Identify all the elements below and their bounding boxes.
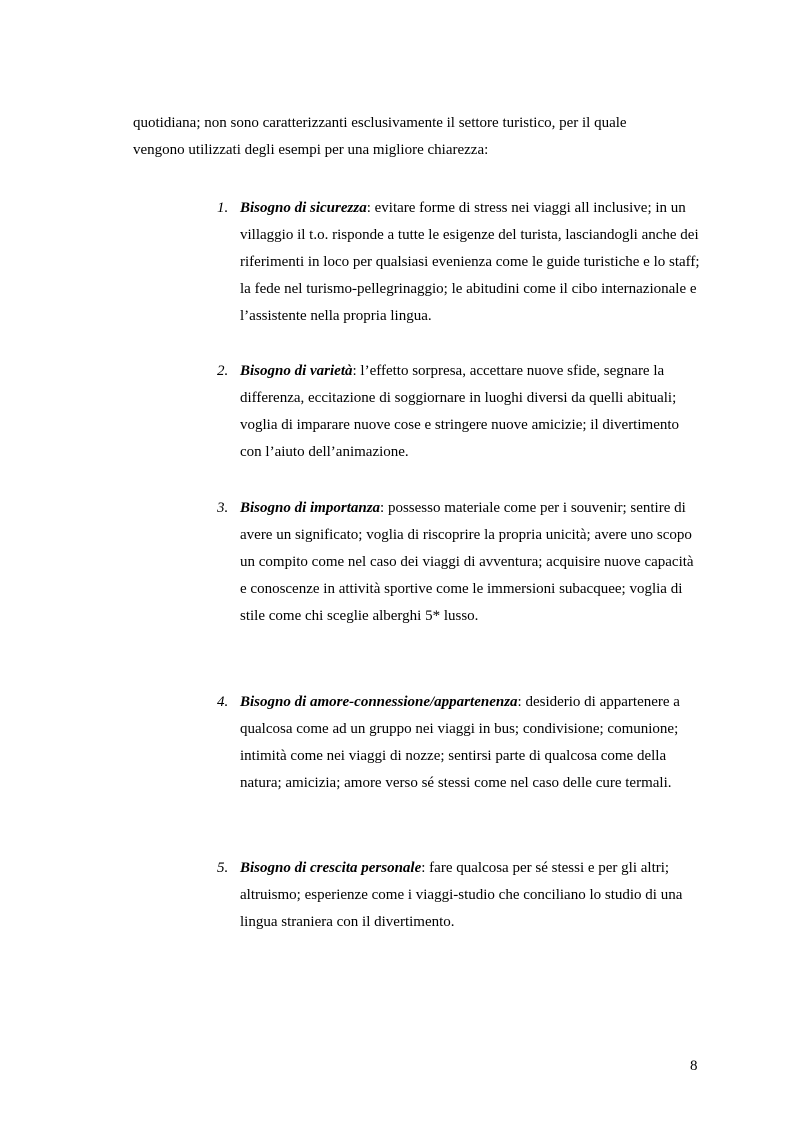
list-item-text: : evitare forme di stress nei viaggi all inclusive; in un villaggio il t.o. risponde a tutte le esigenze del turista, lasciandogli anche dei riferimenti in loco per qualsiasi evenienza come le guide turistiche e lo staff; la fede nel turismo-pellegrinaggio; le abitudini come il cibo internazionale e l’assistente nella propria lingua.	[240, 200, 700, 324]
intro-paragraph: quotidiana; non sono caratterizzanti esclusivamente il settore turistico, per il quale vengono utilizzati degli esempi per una migliore chiarezza:	[133, 115, 627, 158]
list-item-number: 3.	[217, 500, 229, 516]
list-item-text: : fare qualcosa per sé stessi e per gli altri; altruismo; esperienze come i viaggi-studio che conciliano lo studio di una lingua straniera con il divertimento.	[240, 860, 683, 930]
list-item-number: 5.	[217, 860, 229, 876]
list-item-body	[240, 855, 702, 936]
list-item-term: Bisogno di crescita personale	[240, 860, 422, 876]
list-item-body	[240, 358, 702, 466]
list-item-number: 4.	[217, 694, 229, 710]
list-item-body	[240, 195, 702, 330]
page-number: 8	[690, 1058, 698, 1074]
list-item-body	[240, 689, 702, 797]
list-item-term: Bisogno di varietà	[240, 363, 353, 379]
list-item-number: 1.	[217, 200, 229, 216]
list-item-body	[240, 495, 702, 630]
list-item-text: : l’effetto sorpresa, accettare nuove sfide, segnare la differenza, eccitazione di soggiornare in luoghi diversi da quelli abituali; voglia di imparare nuove cose e stringere nuove amicizie; il divertimento con l’aiuto dell’animazione.	[240, 363, 680, 460]
list-item-number: 2.	[217, 363, 229, 379]
list-item-text: : possesso materiale come per i souvenir; sentire di avere un significato; voglia di riscoprire la propria unicità; avere uno scopo un compito come nel caso dei viaggi di avventura; acquisire nuove capacità e conoscenze in attività sportive come le immersioni subacquee; voglia di stile come chi sceglie alberghi 5* lusso.	[240, 500, 694, 624]
list-item-term: Bisogno di importanza	[240, 500, 381, 516]
list-item-text: : desiderio di appartenere a qualcosa come ad un gruppo nei viaggi in bus; condivisione; comunione; intimità come nei viaggi di nozze; sentirsi parte di qualcosa come della natura; amicizia; amore verso sé stessi come nel caso delle cure termali.	[240, 694, 680, 791]
list-item-term: Bisogno di amore-connessione/appartenenza	[240, 694, 518, 710]
list-item-term: Bisogno di sicurezza	[240, 200, 367, 216]
